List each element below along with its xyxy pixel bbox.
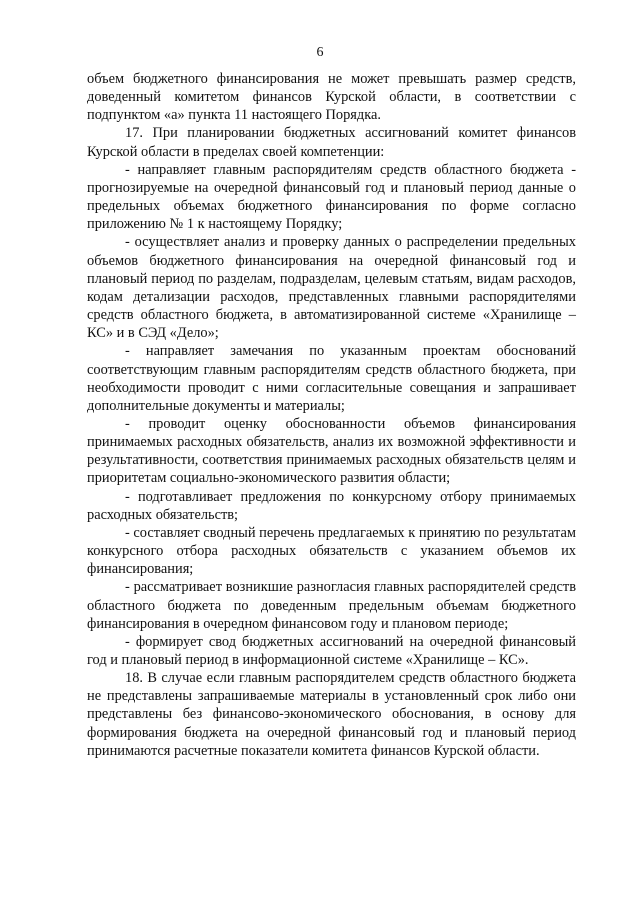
list-item: - осуществляет анализ и проверку данных о распределении предельных объемов бюджетного финансирования на очередной финансовый год и плановый период по разделам, подразделам, целевым статьям, видам расходов, кодам детализации расходов, представленных главными распорядителями средств областного бюджета, в автоматизированной системе «Хранилище – КС» и в СЭД «Дело»; xyxy=(87,234,576,342)
document-body xyxy=(87,70,576,760)
list-item: - проводит оценку обоснованности объемов финансирования принимаемых расходных обязательств, анализ их возможной эффективности и результативности, соответствия принимаемых расходных обязательств целям и приоритетам социально-экономического развития области; xyxy=(87,415,576,487)
list-item: - формирует свод бюджетных ассигнований на очередной финансовый год и плановый период в информационной системе «Хранилище – КС». xyxy=(87,633,576,668)
paragraph-continuation: объем бюджетного финансирования не может превышать размер средств, доведенный комитетом финансов Курской области, в соответствии с подпунктом «а» пункта 11 настоящего Порядка. xyxy=(87,71,576,124)
list-item: - направляет замечания по указанным проектам обоснований соответствующим главным распорядителям средств областного бюджета, при необходимости проводит с ними согласительные совещания и запрашивает дополнительные документы и материалы; xyxy=(87,343,576,414)
page-number: 6 xyxy=(316,45,324,60)
list-item: - рассматривает возникшие разногласия главных распорядителей средств областного бюджета по доведенным предельным объемам бюджетного финансирования в очередном финансовом году и плановом периоде; xyxy=(87,579,576,632)
paragraph-item-17: 17. При планировании бюджетных ассигнований комитет финансов Курской области в пределах своей компетенции: xyxy=(87,125,576,160)
list-item: - направляет главным распорядителям средств областного бюджета - прогнозируемые на очередной финансовый год и плановый период данные о предельных объемах бюджетного финансирования по форме согласно приложению № 1 к настоящему Порядку; xyxy=(87,161,576,233)
list-item: - подготавливает предложения по конкурсному отбору принимаемых расходных обязательств; xyxy=(87,488,576,523)
paragraph-item-18: 18. В случае если главным распорядителем средств областного бюджета не представлены запрашиваемые материалы в установленный срок либо они представлены без финансово-экономического обоснования, в основу для формирования бюджета на очередной финансовый год и плановый период принимаются расчетные показатели комитета финансов Курской области. xyxy=(87,670,576,759)
list-item: - составляет сводный перечень предлагаемых к принятию по результатам конкурсного отбора расходных обязательств с указанием объемов их финансирования; xyxy=(87,524,576,578)
